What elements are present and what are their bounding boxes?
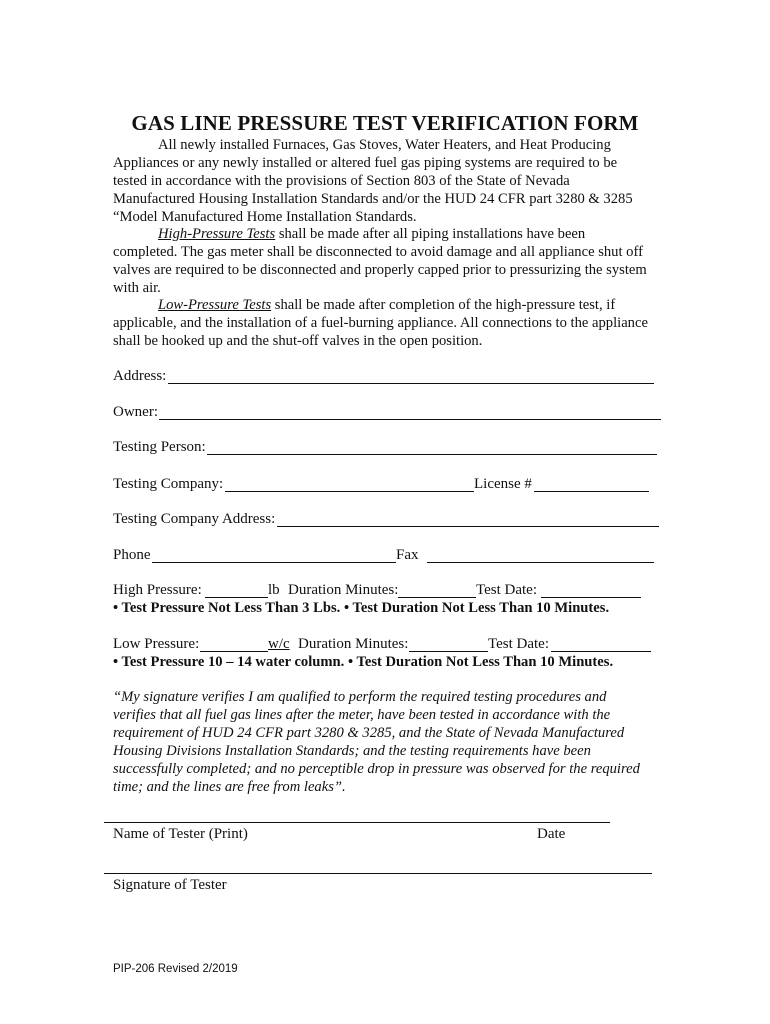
- owner-field[interactable]: [159, 419, 661, 420]
- low-test-date-label: Test Date:: [488, 636, 550, 652]
- signature-line[interactable]: [104, 873, 652, 874]
- high-pressure-requirement: • Test Pressure Not Less Than 3 Lbs. • Test Duration Not Less Than 10 Minutes.: [113, 600, 610, 616]
- signature-label: Signature of Tester: [113, 877, 227, 893]
- testing-person-field[interactable]: [207, 454, 657, 455]
- tester-name-line[interactable]: [104, 822, 610, 823]
- low-pressure-requirement: • Test Pressure 10 – 14 water column. • Test Duration Not Less Than 10 Minutes.: [113, 654, 614, 670]
- low-pressure-text: shall be made after completion of the high-pressure test, if applicable, and the installation of a fuel-burning appliance. All connections to the appliance shall be hooked up and the shut-off valves in the open position.: [113, 297, 648, 349]
- low-pressure-label: Low Pressure:: [113, 636, 200, 652]
- form-footer: PIP-206 Revised 2/2019: [113, 963, 238, 975]
- license-field[interactable]: [534, 491, 649, 492]
- address-label: Address:: [113, 368, 167, 384]
- testing-company-label: Testing Company:: [113, 476, 224, 492]
- testing-person-label: Testing Person:: [113, 439, 206, 455]
- form-title: GAS LINE PRESSURE TEST VERIFICATION FORM: [131, 111, 639, 135]
- high-test-date-label: Test Date:: [476, 582, 538, 598]
- tester-name-label: Name of Tester (Print): [113, 826, 248, 842]
- intro-paragraph: [113, 136, 653, 226]
- phone-field[interactable]: [152, 562, 396, 563]
- high-pressure-label: High Pressure:: [113, 582, 202, 598]
- high-duration-field[interactable]: [398, 597, 476, 598]
- low-pressure-term: Low-Pressure Tests: [158, 297, 272, 313]
- high-pressure-text: shall be made after all piping installations have been completed. The gas meter shall be disconnected to avoid damage and all appliance shut off valves are required to be disconnected and properly capped prior to pressurizing the system with air.: [113, 226, 647, 296]
- high-pressure-paragraph: [113, 225, 653, 297]
- high-test-date-field[interactable]: [541, 597, 641, 598]
- high-pressure-value-field[interactable]: [205, 597, 268, 598]
- testing-company-field[interactable]: [225, 491, 474, 492]
- license-label: License #: [474, 476, 532, 492]
- owner-label: Owner:: [113, 404, 158, 420]
- low-duration-label: Duration Minutes:: [298, 636, 409, 652]
- phone-label: Phone: [113, 547, 151, 563]
- certification-statement: “My signature verifies I am qualified to perform the required testing procedures and verifies that all fuel gas lines after the meter, have been tested in accordance with the requirement of HUD 24 CFR part 3280 & 3285, and the State of Nevada Manufactured Housing Divisions Installation Standards; and the testing requirements have been successfully completed; and no perceptible drop in pressure was observed for the required time; and the lines are free from leaks”.: [113, 689, 640, 795]
- high-pressure-term: High-Pressure Tests: [158, 226, 276, 242]
- low-pressure-paragraph: [113, 296, 653, 350]
- fax-label: Fax: [396, 547, 419, 563]
- testing-company-address-label: Testing Company Address:: [113, 511, 276, 527]
- testing-company-address-field[interactable]: [277, 526, 659, 527]
- low-pressure-unit: w/c: [268, 636, 290, 652]
- low-pressure-value-field[interactable]: [200, 651, 268, 652]
- fax-field[interactable]: [427, 562, 654, 563]
- address-field[interactable]: [168, 383, 654, 384]
- date-label: Date: [537, 826, 566, 842]
- low-test-date-field[interactable]: [551, 651, 651, 652]
- high-pressure-unit: lb: [268, 582, 280, 598]
- intro-text: All newly installed Furnaces, Gas Stoves, Water Heaters, and Heat Producing Appliances or any newly installed or altered fuel gas piping systems are required to be tested in accordance with the provisions of Section 803 of the State of Nevada Manufactured Housing Installation Standards and/or the HUD 24 CFR part 3280 & 3285 “Model Manufactured Home Installation Standards.: [113, 137, 633, 225]
- low-duration-field[interactable]: [409, 651, 488, 652]
- high-duration-label: Duration Minutes:: [288, 582, 399, 598]
